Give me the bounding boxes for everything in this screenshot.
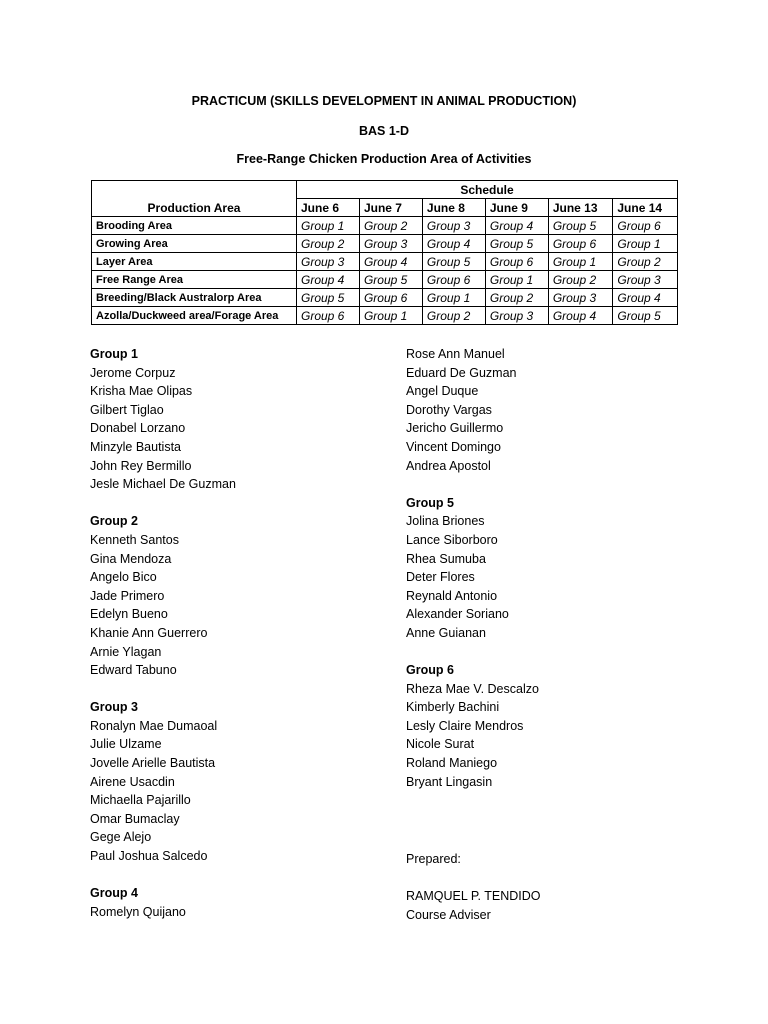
signatory-role: Course Adviser	[406, 907, 491, 922]
group-member: Reynald Antonio	[406, 588, 498, 603]
group-member: Paul Joshua Salcedo	[90, 849, 208, 864]
group-assignment-cell: Group 1	[548, 253, 613, 271]
group-assignment-cell: Group 5	[297, 289, 360, 307]
group-assignment-cell: Group 4	[548, 307, 613, 325]
group-member: Kimberly Bachini	[406, 700, 500, 715]
group-member: Nicole Surat	[406, 737, 475, 752]
group-assignment-cell: Group 6	[359, 289, 422, 307]
group-assignment-cell: Group 1	[359, 307, 422, 325]
group-member: Julie Ulzame	[90, 737, 162, 752]
group-assignment-cell: Group 2	[613, 253, 678, 271]
production-area-cell: Growing Area	[92, 235, 297, 253]
group-member: Kenneth Santos	[90, 532, 179, 547]
table-row	[92, 307, 678, 325]
group-member: Jovelle Arielle Bautista	[90, 756, 216, 771]
group-member: Gilbert Tiglao	[90, 402, 164, 417]
group-heading: Group 1	[90, 347, 138, 361]
group-member: Edward Tabuno	[90, 663, 177, 678]
group-assignment-cell: Group 2	[485, 289, 548, 307]
group-member: Michaella Pajarillo	[90, 793, 191, 808]
group-assignment-cell: Group 6	[297, 307, 360, 325]
group-member: Lesly Claire Mendros	[406, 718, 524, 733]
group-member: Edelyn Bueno	[90, 607, 168, 622]
group-heading: Group 6	[406, 663, 454, 678]
document-subtitle: Free-Range Chicken Production Area of Activities	[236, 152, 532, 166]
date-header: June 9	[485, 199, 548, 217]
schedule-body	[92, 217, 678, 325]
group-assignment-cell: Group 5	[359, 271, 422, 289]
table-row	[92, 289, 678, 307]
date-header: June 6	[297, 199, 360, 217]
date-header: June 14	[613, 199, 678, 217]
group-assignment-cell: Group 4	[297, 271, 360, 289]
table-row	[92, 235, 678, 253]
group-assignment-cell: Group 6	[548, 235, 613, 253]
group-member: John Rey Bermillo	[90, 458, 192, 473]
group-member: Khanie Ann Guerrero	[90, 625, 208, 640]
group-member: Jesle Michael De Guzman	[90, 477, 236, 492]
group-member: Anne Guianan	[406, 625, 486, 640]
group-assignment-cell: Group 2	[548, 271, 613, 289]
group-member: Eduard De Guzman	[406, 365, 517, 380]
schedule-header: Schedule	[297, 181, 678, 199]
group-member: Roland Maniego	[406, 756, 498, 771]
group-member: Rheza Mae V. Descalzo	[406, 681, 539, 696]
group-assignment-cell: Group 2	[297, 235, 360, 253]
group-member: Airene Usacdin	[90, 774, 175, 789]
group-assignment-cell: Group 5	[485, 235, 548, 253]
group-assignment-cell: Group 3	[359, 235, 422, 253]
group-heading: Group 3	[90, 700, 138, 715]
group-assignment-cell: Group 4	[422, 235, 485, 253]
left-group-column	[90, 345, 236, 921]
group-member: Lance Siborboro	[406, 532, 498, 547]
group-member: Arnie Ylagan	[90, 644, 162, 659]
group-assignment-cell: Group 2	[359, 217, 422, 235]
group-heading: Group 5	[406, 495, 454, 510]
schedule-table	[91, 180, 678, 325]
group-member: Romelyn Quijano	[90, 904, 186, 919]
date-header: June 7	[359, 199, 422, 217]
group-assignment-cell: Group 6	[422, 271, 485, 289]
group-assignment-cell: Group 1	[613, 235, 678, 253]
group-member: Andrea Apostol	[406, 458, 491, 473]
group-assignment-cell: Group 4	[359, 253, 422, 271]
group-assignment-cell: Group 5	[613, 307, 678, 325]
date-header: June 8	[422, 199, 485, 217]
table-row	[92, 217, 678, 235]
group-member: Rhea Sumuba	[406, 551, 486, 566]
group-heading: Group 2	[90, 514, 138, 529]
group-assignment-cell: Group 6	[613, 217, 678, 235]
signatory-name: RAMQUEL P. TENDIDO	[406, 889, 541, 904]
group-member: Bryant Lingasin	[406, 774, 493, 789]
group-member: Alexander Soriano	[406, 607, 509, 622]
group-assignment-cell: Group 3	[613, 271, 678, 289]
group-member: Krisha Mae Olipas	[90, 384, 193, 399]
group-assignment-cell: Group 3	[548, 289, 613, 307]
group-member: Omar Bumaclay	[90, 811, 180, 826]
group-member: Jade Primero	[90, 588, 165, 603]
group-assignment-cell: Group 3	[297, 253, 360, 271]
document-title: PRACTICUM (SKILLS DEVELOPMENT IN ANIMAL PRODUCTION)	[191, 94, 577, 108]
group-member: Jolina Briones	[406, 514, 485, 529]
group-heading: Group 4	[90, 886, 138, 901]
group-member: Jericho Guillermo	[406, 421, 504, 436]
group-member: Angelo Bico	[90, 570, 157, 585]
group-assignment-cell: Group 5	[422, 253, 485, 271]
right-group-column	[406, 345, 539, 791]
prepared-label: Prepared:	[406, 852, 461, 866]
group-member: Vincent Domingo	[406, 439, 501, 454]
production-area-cell: Brooding Area	[92, 217, 297, 235]
group-assignment-cell: Group 1	[297, 217, 360, 235]
group-assignment-cell: Group 4	[485, 217, 548, 235]
group-member: Rose Ann Manuel	[406, 347, 505, 361]
group-assignment-cell: Group 3	[422, 217, 485, 235]
production-area-cell: Free Range Area	[92, 271, 297, 289]
group-assignment-cell: Group 1	[485, 271, 548, 289]
table-row	[92, 271, 678, 289]
production-area-cell: Breeding/Black Australorp Area	[92, 289, 297, 307]
group-assignment-cell: Group 4	[613, 289, 678, 307]
group-assignment-cell: Group 1	[422, 289, 485, 307]
group-assignment-cell: Group 3	[485, 307, 548, 325]
signature-block	[406, 850, 541, 924]
group-member: Angel Duque	[406, 384, 479, 399]
group-member: Gina Mendoza	[90, 551, 172, 566]
group-assignment-cell: Group 5	[548, 217, 613, 235]
group-member: Dorothy Vargas	[406, 402, 492, 417]
production-area-cell: Azolla/Duckweed area/Forage Area	[92, 307, 297, 325]
group-member: Ronalyn Mae Dumaoal	[90, 718, 218, 733]
group-member: Donabel Lorzano	[90, 421, 186, 436]
production-area-header: Production Area	[92, 181, 297, 217]
table-row	[92, 253, 678, 271]
section-label: BAS 1-D	[358, 124, 409, 138]
group-member: Deter Flores	[406, 570, 475, 585]
group-member: Gege Alejo	[90, 830, 152, 845]
date-header: June 13	[548, 199, 613, 217]
group-assignment-cell: Group 2	[422, 307, 485, 325]
production-area-cell: Layer Area	[92, 253, 297, 271]
group-member: Jerome Corpuz	[90, 365, 176, 380]
group-member: Minzyle Bautista	[90, 439, 182, 454]
group-assignment-cell: Group 6	[485, 253, 548, 271]
